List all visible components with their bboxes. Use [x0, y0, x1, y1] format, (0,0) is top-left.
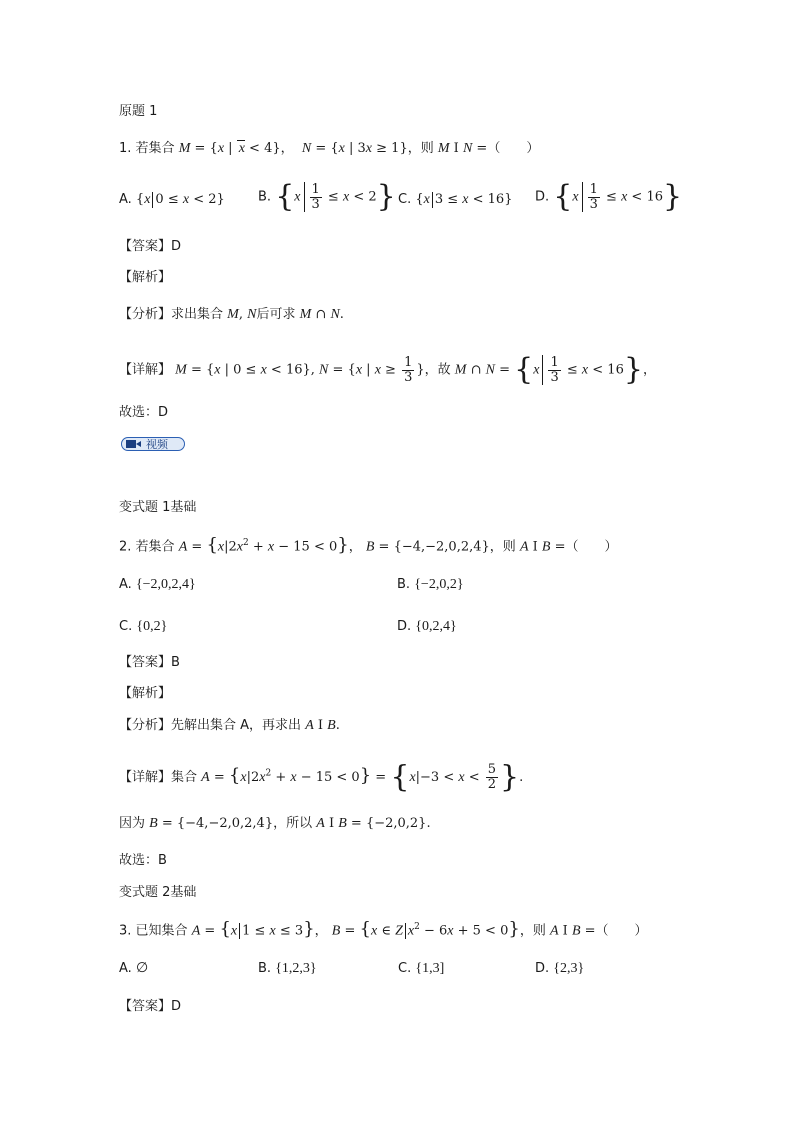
q1-option-c: C. {x 3 ≤ x < 16} [398, 192, 513, 207]
video-button[interactable] [121, 437, 185, 451]
video-camera-icon [126, 440, 136, 448]
q3-option-a: A. ∅ [119, 961, 149, 976]
q1-option-d: D. {x $\frac{1}{3}$ ≤ x < 16} [535, 179, 683, 214]
q2-choose: 故选：B [119, 853, 167, 868]
q1-choose: 故选：D [119, 405, 169, 420]
q3-option-b: B. {1,2,3} [258, 961, 317, 976]
q2-option-c: C. {0,2} [119, 619, 168, 634]
q1-detail: 【详解】 M = {x | 0 ≤ x < 16}, N = {x | x ≥ $\frac{1}{3}$ }，故 M ∩ N = {x $\frac{1}{3}$ ≤ x < 16}， [119, 352, 656, 387]
section-variant1: 变式题 1基础 [119, 500, 197, 515]
q1-fenxi: 【分析】求出集合 M, N后可求 M ∩ N. [119, 307, 344, 322]
q1-stem: 1. 若集合 M = {x | x < 4}， N = {x | 3x ≥ 1}，则 M I N =（ ） [119, 141, 540, 156]
q2-fenxi: 【分析】先解出集合 A，再求出 A I B. [119, 718, 340, 733]
q1-analysis-label: 【解析】 [119, 270, 172, 285]
q3-stem: 3. 已知集合 A = {x 1 ≤ x ≤ 3}， B = {x ∈ Z $x^2 - 6x + 5 < 0$}，则 A I B =（ ） [119, 918, 648, 940]
q2-because: 因为 B = {−4,−2,0,2,4}，所以 A I B = {−2,0,2}. [119, 816, 431, 831]
q3-option-c: C. {1,3] [398, 961, 445, 976]
q3-option-d: D. {2,3} [535, 961, 585, 976]
q2-answer: 【答案】B [119, 655, 180, 670]
q2-option-b: B. {−2,0,2} [397, 577, 464, 592]
q2-stem: 2. 若集合 $A = \{x|2x^2 + x - 15 < 0\}$， B = {−4,−2,0,2,4}，则 A I B =（ ） [119, 534, 618, 556]
q1-option-a: A. {x 0 ≤ x < 2} [119, 192, 225, 207]
q1-option-b: B. {x $\frac{1}{3}$ ≤ x < 2} [258, 179, 396, 214]
q1-answer: 【答案】D [119, 239, 182, 254]
q3-answer: 【答案】D [119, 999, 182, 1014]
video-label: 视频 [146, 438, 168, 451]
q2-analysis-label: 【解析】 [119, 686, 172, 701]
q2-option-d: D. {0,2,4} [397, 619, 457, 634]
section-original: 原题 1 [119, 104, 158, 119]
q2-detail: 【详解】集合 $A = \{x|2x^2 + x - 15 < 0\} = \{x|-3 < x$ < $\frac{5}{2}$ }. [119, 759, 524, 795]
q2-option-a: A. {−2,0,2,4} [119, 577, 196, 592]
section-variant2: 变式题 2基础 [119, 885, 197, 900]
